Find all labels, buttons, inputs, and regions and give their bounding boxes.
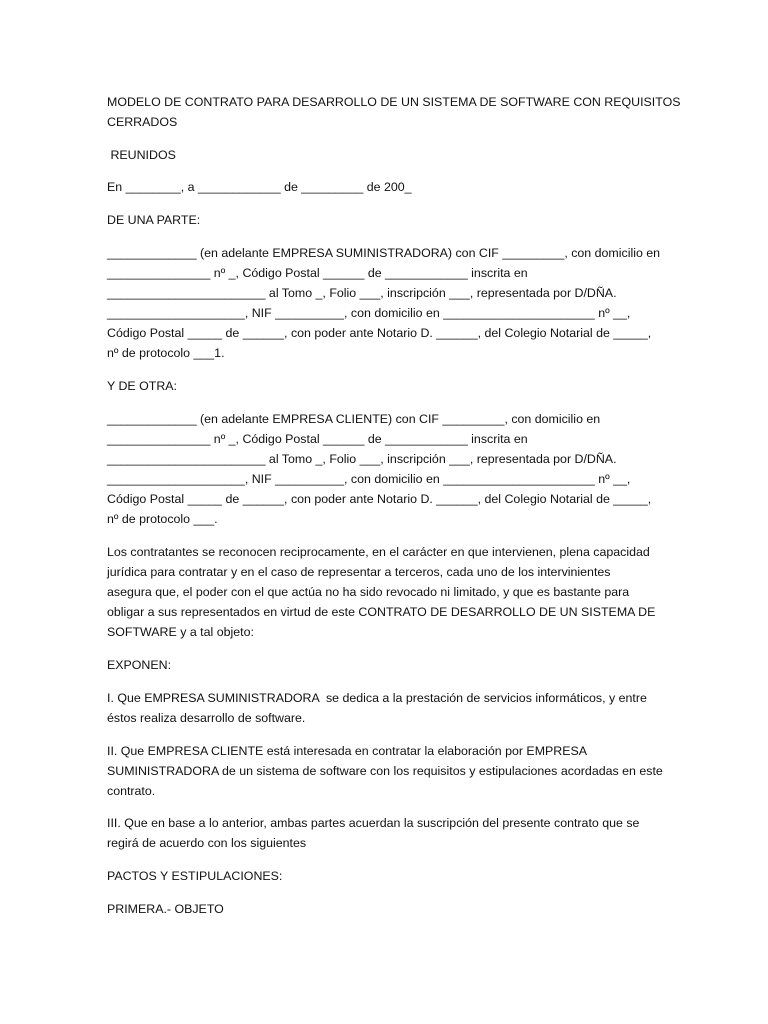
una-parte-line-2: _______________ nº _, Código Postal ______ de ____________ inscrita en xyxy=(107,266,528,280)
contratantes-line-4: obligar a sus representados en virtud de este CONTRATO DE DESARROLLO DE UN SISTEMA DE xyxy=(107,605,656,619)
una-parte-line-1: _____________ (en adelante EMPRESA SUMINISTRADORA) con CIF _________, con domicilio en xyxy=(107,246,661,260)
una-parte-line-6: nº de protocolo ___1. xyxy=(107,346,225,360)
contratantes-line-1: Los contratantes se reconocen reciprocamente, en el carácter en que intervienen, plena capacidad xyxy=(107,545,650,559)
document-title-line-1: MODELO DE CONTRATO PARA DESARROLLO DE UN SISTEMA DE SOFTWARE CON REQUISITOS xyxy=(107,95,681,109)
una-parte-line-3: _______________________ al Tomo _, Folio ___, inscripción ___, representada por D/DÑA. xyxy=(107,286,617,300)
exponen-3-line-2: regirá de acuerdo con los siguientes xyxy=(107,836,307,850)
una-parte-line-4: ____________________, NIF __________, con domicilio en ______________________ nº __, xyxy=(107,306,631,320)
primera-heading: PRIMERA.- OBJETO xyxy=(107,902,224,916)
exponen-2-line-2: SUMINISTRADORA de un sistema de software con los requisitos y estipulaciones acordadas en este xyxy=(107,764,663,778)
otra-parte-line-4: ____________________, NIF __________, con domicilio en ______________________ nº __, xyxy=(107,472,631,486)
otra-parte-line-5: Código Postal _____ de ______, con poder ante Notario D. ______, del Colegio Notarial de _____, xyxy=(107,492,652,506)
contratantes-line-2: jurídica para contratar y en el caso de representar a terceros, cada uno de los intervinientes xyxy=(107,565,611,579)
exponen-2-line-1: II. Que EMPRESA CLIENTE está interesada en contratar la elaboración por EMPRESA xyxy=(107,744,588,758)
contratantes-line-5: SOFTWARE y a tal objeto: xyxy=(107,625,254,639)
otra-parte-line-2: _______________ nº _, Código Postal ______ de ____________ inscrita en xyxy=(107,432,528,446)
date-place-line: En ________, a ____________ de _________ de 200_ xyxy=(107,180,412,194)
otra-parte-line-1: _____________ (en adelante EMPRESA CLIENTE) con CIF _________, con domicilio en xyxy=(107,412,601,426)
exponen-1-line-1: I. Que EMPRESA SUMINISTRADORA se dedica a la prestación de servicios informáticos, y entre xyxy=(107,691,647,705)
una-parte-line-5: Código Postal _____ de ______, con poder ante Notario D. ______, del Colegio Notarial de _____, xyxy=(107,326,652,340)
una-parte-heading: DE UNA PARTE: xyxy=(107,213,201,227)
document-title-line-2: CERRADOS xyxy=(107,115,178,129)
exponen-2-line-3: contrato. xyxy=(107,784,156,798)
exponen-1-line-2: éstos realiza desarrollo de software. xyxy=(107,711,306,725)
contratantes-line-3: asegura que, el poder con el que actúa no ha sido revocado ni limitado, y que es bastante para xyxy=(107,585,630,599)
otra-parte-line-3: _______________________ al Tomo _, Folio ___, inscripción ___, representada por D/DÑA. xyxy=(107,452,617,466)
exponen-heading: EXPONEN: xyxy=(107,658,172,672)
pactos-heading: PACTOS Y ESTIPULACIONES: xyxy=(107,869,283,883)
reunidos-heading: REUNIDOS xyxy=(107,148,176,162)
exponen-3-line-1: III. Que en base a lo anterior, ambas partes acuerdan la suscripción del presente contrato que se xyxy=(107,816,640,830)
otra-parte-heading: Y DE OTRA: xyxy=(107,379,177,393)
otra-parte-line-6: nº de protocolo ___. xyxy=(107,512,218,526)
